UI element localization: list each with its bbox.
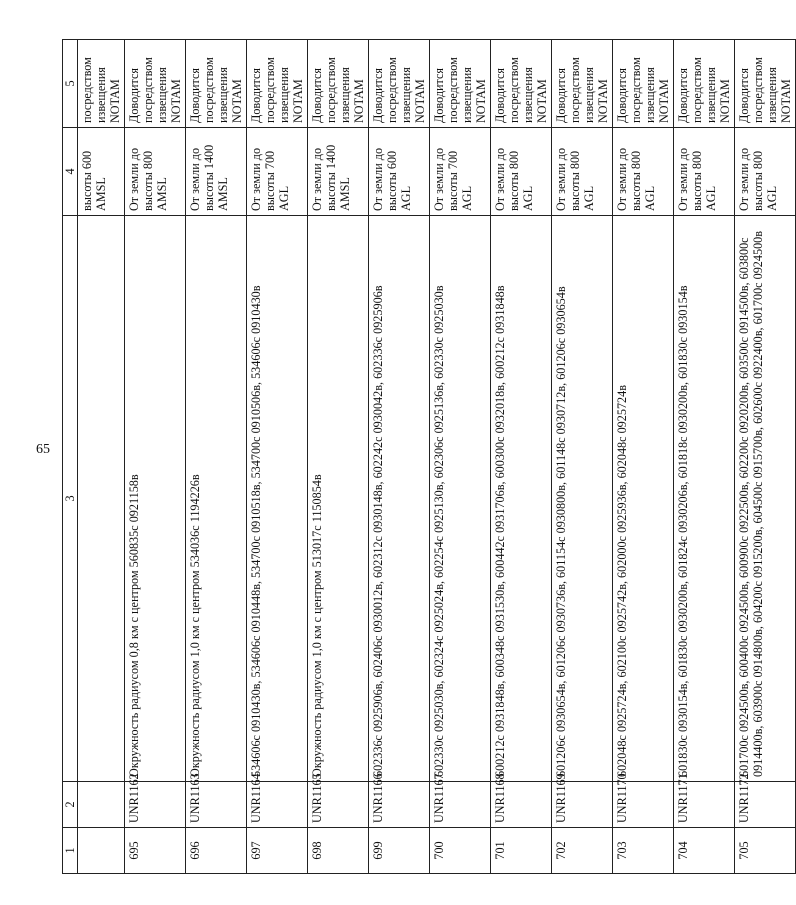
zone-boundary: Окружность радиусом 1,0 км с центром 513017с 1150854в — [308, 216, 369, 782]
zone-height: От земли до высоты 800 AGL — [552, 128, 613, 216]
table-row — [552, 40, 613, 874]
zone-notice: Доводится посредством извещения NOTAM — [552, 40, 613, 128]
zone-boundary: 534606с 0910430в, 534606с 0910448в, 534700с 0910518в, 534700с 0910506в, 534606с 0910430в — [247, 216, 308, 782]
zone-notice: Доводится посредством извещения NOTAM — [369, 40, 430, 128]
row-number: 699 — [369, 828, 430, 874]
zone-boundary — [78, 216, 125, 782]
zone-height: От земли до высоты 700 AGL — [247, 128, 308, 216]
header-col-5: 5 — [63, 40, 78, 128]
zone-boundary: 601206с 0930654в, 601206с 0930736в, 601154с 0930800в, 601148с 0930712в, 601206с 0930654в — [552, 216, 613, 782]
zone-boundary: 602336с 0925906в, 602406с 0930012в, 602312с 0930148в, 602242с 0930042в, 602336с 0925906в — [369, 216, 430, 782]
zone-height: От земли до высоты 800 AGL — [491, 128, 552, 216]
row-number: 703 — [613, 828, 674, 874]
row-number: 698 — [308, 828, 369, 874]
zone-notice: Доводится посредством извещения NOTAM — [613, 40, 674, 128]
zone-boundary: 601830с 0930154в, 601830с 0930200в, 601824с 0930206в, 601818с 0930200в, 601830с 0930154в — [674, 216, 735, 782]
zone-code: UNR1162 — [125, 782, 186, 828]
zone-boundary: 600212с 0931848в, 600348с 0931530в, 600442с 0931706в, 600300с 0932018в, 600212с 0931848в — [491, 216, 552, 782]
zone-code: UNR1171 — [674, 782, 735, 828]
zone-code: UNR1165 — [308, 782, 369, 828]
rotated-page — [62, 4, 793, 894]
zone-code — [78, 782, 125, 828]
zone-notice: Доводится посредством извещения NOTAM — [491, 40, 552, 128]
zone-height: От земли до высоты 1400 AMSL — [308, 128, 369, 216]
zone-notice: Доводится посредством извещения NOTAM — [735, 40, 796, 128]
row-number: 702 — [552, 828, 613, 874]
header-col-2: 2 — [63, 782, 78, 828]
header-col-1: 1 — [63, 828, 78, 874]
zone-notice: посредством извещения NOTAM — [78, 40, 125, 128]
zone-code: UNR1167 — [430, 782, 491, 828]
row-number: 701 — [491, 828, 552, 874]
zone-height: От земли до высоты 700 AGL — [430, 128, 491, 216]
zone-boundary: 601700с 0924500в, 600400с 0924500в, 600900с 0922500в, 602200с 0920200в, 603500с 0914500в, 603800с 0914400в, 603900с 0914800в, 604200с 0915200в, 604500с 0915700в, 602600с 0922400в, 601700с 0924500в — [735, 216, 796, 782]
row-number: 695 — [125, 828, 186, 874]
row-number: 700 — [430, 828, 491, 874]
row-number — [78, 828, 125, 874]
header-row — [63, 40, 78, 874]
row-number: 696 — [186, 828, 247, 874]
zone-boundary: 602330с 0925030в, 602324с 0925024в, 602254с 0925130в, 602306с 0925136в, 602330с 0925030в — [430, 216, 491, 782]
zone-height: От земли до высоты 1400 AMSL — [186, 128, 247, 216]
row-number: 704 — [674, 828, 735, 874]
zone-code: UNR1168 — [491, 782, 552, 828]
zone-height: От земли до высоты 800 AMSL — [125, 128, 186, 216]
zone-notice: Доводится посредством извещения NOTAM — [186, 40, 247, 128]
table-row — [491, 40, 552, 874]
table-row — [369, 40, 430, 874]
zone-height: От земли до высоты 800 AGL — [735, 128, 796, 216]
zone-code: UNR1169 — [552, 782, 613, 828]
page-number: 65 — [36, 442, 50, 457]
table-row — [247, 40, 308, 874]
zone-notice: Доводится посредством извещения NOTAM — [308, 40, 369, 128]
zone-boundary: Окружность радиусом 1,0 км с центром 534036с 1194226в — [186, 216, 247, 782]
zone-height: высоты 600 AMSL — [78, 128, 125, 216]
table-row — [430, 40, 491, 874]
table-row — [78, 40, 125, 874]
zone-height: От земли до высоты 600 AGL — [369, 128, 430, 216]
zone-code: UNR1170 — [613, 782, 674, 828]
header-col-4: 4 — [63, 128, 78, 216]
zone-code: UNR1164 — [247, 782, 308, 828]
table-row — [674, 40, 735, 874]
header-col-3: 3 — [63, 216, 78, 782]
zone-height: От земли до высоты 800 AGL — [674, 128, 735, 216]
zone-boundary: Окружность радиусом 0,8 км с центром 560835с 0921158в — [125, 216, 186, 782]
zone-notice: Доводится посредством извещения NOTAM — [247, 40, 308, 128]
zone-notice: Доводится посредством извещения NOTAM — [125, 40, 186, 128]
zone-code: UNR1166 — [369, 782, 430, 828]
row-number: 705 — [735, 828, 796, 874]
zone-code: UNR1172 — [735, 782, 796, 828]
table-row — [308, 40, 369, 874]
table-row — [186, 40, 247, 874]
table-row — [613, 40, 674, 874]
zone-notice: Доводится посредством извещения NOTAM — [674, 40, 735, 128]
zone-notice: Доводится посредством извещения NOTAM — [430, 40, 491, 128]
zone-height: От земли до высоты 800 AGL — [613, 128, 674, 216]
table-row — [735, 40, 796, 874]
zone-boundary: 602048с 0925724в, 602100с 0925742в, 602000с 0925936в, 602048с 0925724в — [613, 216, 674, 782]
zone-code: UNR1163 — [186, 782, 247, 828]
restricted-zones-table — [62, 39, 796, 874]
table-row — [125, 40, 186, 874]
row-number: 697 — [247, 828, 308, 874]
